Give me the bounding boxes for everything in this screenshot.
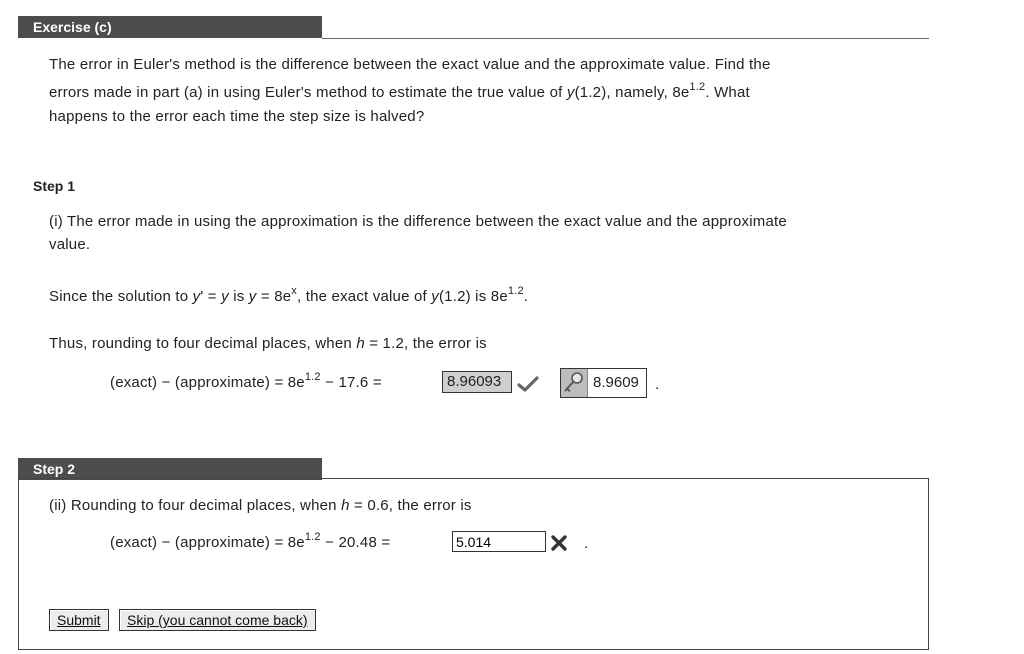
step1-expression: (exact) − (approximate) = $8e^{1.2} - 17.6$ = [110, 371, 382, 391]
question-line-2: errors made in part (a) in using Euler's method to estimate the true value of y(1.2), namely, $8e^{1.2}$. What [49, 81, 750, 101]
step2-answer-input[interactable] [452, 531, 546, 552]
step1-trailing-period: . [655, 376, 660, 393]
step1-paragraph-line-2: value. [49, 236, 91, 253]
step1-paragraph-line-1: (i) The error made in using the approximation is the difference between the exact value and the approximate [49, 213, 787, 230]
question-line-3: happens to the error each time the step size is halved? [49, 108, 425, 125]
cross-icon [550, 535, 568, 551]
skip-button[interactable]: Skip (you cannot come back) [119, 609, 316, 631]
submit-button[interactable]: Submit [49, 609, 109, 631]
key-icon [561, 369, 587, 397]
step1-since-line: Since the solution to y' = y is $y = 8e^x$, the exact value of y(1.2) is $8e^{1.2}$. [49, 285, 529, 305]
step2-expression: (exact) − (approximate) = $8e^{1.2} - 20.48$ = [110, 531, 391, 551]
step2-line: (ii) Rounding to four decimal places, when h = 0.6, the error is [49, 497, 472, 514]
exercise-header [18, 16, 322, 38]
step2-label: Step 2 [33, 461, 76, 477]
answer-key-box[interactable] [560, 368, 647, 398]
step1-answer-box: 8.96093 [442, 371, 512, 393]
step2-header [18, 458, 322, 480]
question-line-1: The error in Euler's method is the difference between the exact value and the approximate value. Find the [49, 56, 771, 73]
step2-trailing-period: . [584, 535, 589, 552]
step1-label: Step 1 [33, 178, 76, 194]
exercise-title: Exercise (c) [33, 19, 112, 35]
check-icon [517, 376, 539, 392]
header-divider [322, 38, 929, 39]
step1-thus-line: Thus, rounding to four decimal places, when h = 1.2, the error is [49, 335, 487, 352]
answer-key-value: 8.9609 [593, 374, 639, 391]
